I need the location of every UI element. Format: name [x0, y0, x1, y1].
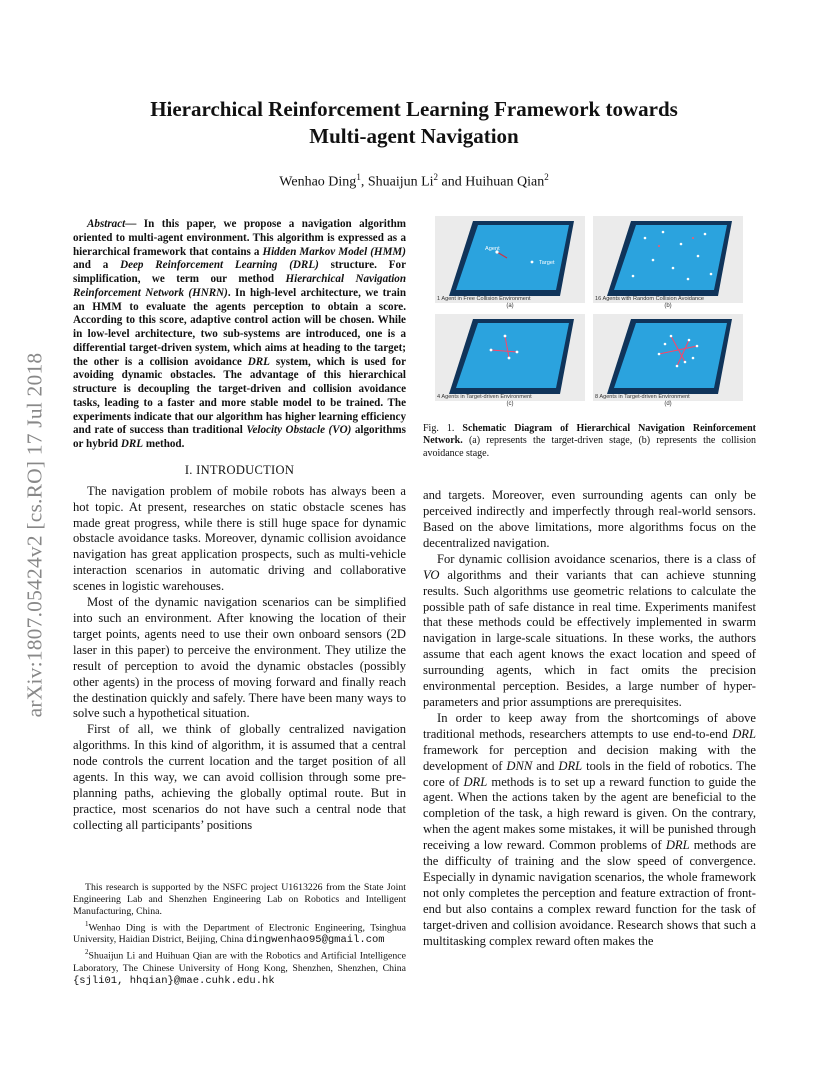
simulation-arena-b: [593, 216, 743, 303]
abstract-text-2: and a: [73, 259, 121, 272]
abstract-term-drl: Deep Reinforcement Learning (DRL): [120, 259, 319, 272]
section-heading-introduction: I. INTRODUCTION: [184, 462, 295, 477]
figure-1-caption: [423, 423, 756, 460]
panel-d-letter: (d): [664, 401, 672, 407]
abstract-text-5: system, which is used for avoiding dynamic obstacles. The advantage of this hierarchical structure is decoupling the target-driven and collision avoidance tasks, leading to a faster and more stable model to be trained. The experiments indicate that our algorithm has higher learning efficiency and rate of success than traditional: [73, 355, 406, 437]
paper-title: [0, 96, 828, 150]
author-separator: ,: [360, 174, 368, 190]
abstract-term-drl-3: DRL: [120, 438, 144, 450]
intro-paragraph-2: Most of the dynamic navigation scenarios can be simplified into such an environment. After knowing the location of their target points, agents need to use their own onboard sensors (2D laser in this paper) to perceive the environment. They utilize the result of perception to avoid the dynamic obstacles (possibly other agents) in the process of moving forward and finally reach the destination quickly and safely. There have been many ways to solve such a hypothetical situation.: [73, 595, 406, 721]
intro-paragraph-3: First of all, we think of globally centralized navigation algorithms. In this kind of algorithm, it is assumed that a central node controls the current location and the target position of all agents. In this way, we can avoid collision through some pre-planning paths, achieving the globally optimal route. But in practice, most scenarios do not have such a central node that collecting all participants’ positions: [73, 722, 406, 832]
abstract-term-hnrn: Hierarchical Navigation Reinforcement Network (HNRN): [73, 273, 407, 299]
right-paragraph-1: and targets. Moreover, even surrounding agents can only be perceived indirectly and imperfectly through real-world sensors. Based on the above limitations, more algorithms focus on the decentralized navigation.: [423, 488, 756, 550]
right-paragraph-2: [423, 552, 756, 711]
abstract-label: Abstract: [87, 218, 126, 230]
footnote-1: [73, 918, 406, 946]
abstract-term-drl-2: DRL: [247, 355, 270, 368]
footnote-2-email: {sjli01, hhqian}@mae.cuhk.edu.hk: [73, 974, 275, 987]
panel-a-letter: (a): [506, 303, 514, 309]
left-column: [73, 218, 406, 834]
panel-d-caption: 8 Agents in Target-driven Environment: [595, 394, 690, 400]
simulation-arena-a: [435, 216, 585, 303]
abstract-term-vo: Velocity Obstacle (VO): [246, 424, 352, 437]
abstract-text-7: method.: [143, 438, 185, 450]
right-p3-term-drl: DRL: [732, 726, 756, 741]
right-p3-text-4: tools in the field of robotics. The core of: [423, 758, 756, 789]
caption-prefix: Fig. 1.: [423, 423, 463, 434]
panel-b-letter: (b): [664, 303, 672, 309]
right-column: [423, 214, 756, 950]
arxiv-id-text: arXiv:1807.05424v2 [cs.RO] 17 Jul 2018: [22, 352, 47, 718]
right-p2-term-vo: VO: [423, 567, 440, 582]
panel-c-letter: (c): [506, 401, 514, 407]
footnote-2-text: Shuaijun Li and Huihuan Qian are with the Robotics and Artificial Intelligence Laboratory, The Chinese University of Hong Kong, Shenzhen, Shenzhen, China: [73, 950, 406, 974]
right-p3-text-3: and: [532, 758, 559, 773]
title-line-2: Multi-agent Navigation: [309, 124, 519, 148]
abstract: [73, 218, 406, 452]
figure-spacer: [423, 460, 756, 488]
abstract-text-4: . In high-level architecture, we train an HMM to evaluate the agents perception to obtain a score. According to this score, adaptive control action will be chosen. While in low-level architecture, two sub-systems are introduced, one is a differential target-driven system, which aims at heading to the target; the other is a collision avoidance: [73, 286, 406, 368]
right-p3-text-2: framework for perception and decision making with the development of: [423, 742, 756, 773]
panel-c-caption: 4 Agents in Target-driven Environment: [437, 394, 532, 400]
panel-b-caption: 16 Agents with Random Collision Avoidance: [595, 296, 705, 302]
right-p2-text-2: algorithms and their variants that can achieve stunning results. Such algorithms use geometric relations to calculate the possible path of safe distance in real time. Experiments manifest that these methods could be effectively implemented in swarm navigation in large-scale situations. In these works, the authors assume that each agent knows the exact location and speed of surrounding agents, which in fact omits the precision environmental perception. Besides, a large number of hyper-parameters and prior assumptions are prerequisites.: [423, 567, 756, 709]
footnotes: [73, 882, 406, 987]
right-paragraph-3: [423, 711, 756, 950]
author-3-affiliation: 2: [544, 172, 549, 182]
author-1-affiliation: 1: [356, 172, 361, 182]
abstract-text-1: In this paper, we propose a navigation algorithm oriented to multi-agent environment. This algorithm is expressed as a hierarchical framework that contains a: [73, 218, 406, 258]
footnote-1-email: dingwenhao95@gmail.com: [245, 934, 385, 947]
footnote-1-marker: 1: [85, 920, 89, 928]
author-and: and: [438, 174, 466, 190]
right-p3-term-drl-3: DRL: [463, 774, 488, 789]
right-p3-text-1: In order to keep away from the shortcomings of above traditional methods, researchers attempts to use end-to-end: [423, 710, 756, 741]
author-list: [0, 172, 828, 191]
figure-panel-b: [593, 216, 743, 303]
panel-a-caption: 1 Agent in Free Collision Environment: [437, 296, 531, 302]
footnote-1-text: Wenhao Ding is with the Department of Electronic Engineering, Tsinghua University, Haidian District, Beijing, China: [73, 922, 406, 946]
simulation-arena-c: [435, 314, 585, 401]
right-p3-text-5: methods is to set up a reward function to guide the agent. When the actions taken by the agent are beneficial to the completion of the task, a high reward is given. On the contrary, when the agent makes some mistakes, it will be punished through receiving a low reward. Common problems of: [423, 774, 756, 853]
author-2-affiliation: 2: [433, 172, 439, 182]
footnote-2-marker: 2: [85, 948, 89, 957]
figure-panel-d: [593, 314, 743, 401]
abstract-term-hmm: Hidden Markov Model (HMM): [262, 245, 406, 258]
footnote-2: [73, 946, 406, 986]
abstract-text-6: algorithms or hybrid: [73, 424, 406, 450]
author-2: Shuaijun Li: [367, 174, 434, 190]
abstract-text-3: structure. For simplification, we term our method: [73, 259, 407, 285]
figure-panel-c: [435, 314, 585, 401]
arxiv-identifier-stamp: [22, 300, 48, 770]
abstract-dash: —: [125, 218, 144, 230]
intro-paragraph-1: The navigation problem of mobile robots has always been a hot topic. At present, researches on static obstacle scenes has made great progress, while there is still huge space for dynamic obstacle avoidance tasks. Moreover, dynamic collision avoidance navigation has great application prospects, such as multi-vehicle interaction scenarios in automatic driving and collaborative scenes in logistic warehouses.: [73, 483, 406, 594]
title-line-1: Hierarchical Reinforcement Learning Framework towards: [150, 97, 678, 121]
caption-bold-title: Schematic Diagram of Hierarchical Navigation Reinforcement Network.: [423, 423, 756, 447]
author-3: Huihuan Qian: [465, 174, 545, 190]
figure-panel-a: [435, 216, 585, 303]
caption-description: (a) represents the target-driven stage, (b) represents the collision avoidance stage.: [423, 435, 756, 459]
agent-marker-label: Agent: [485, 246, 500, 252]
figure-1: [423, 214, 756, 414]
right-p2-text-1: For dynamic collision avoidance scenarios, there is a class of: [437, 551, 756, 566]
right-p3-term-drl-4: DRL: [665, 838, 690, 853]
author-1: Wenhao Ding: [279, 174, 357, 190]
footnote-funding: This research is supported by the NSFC project U1613226 from the State Joint Engineering Lab and Shenzhen Engineering Lab on Robotics and Intelligent Manufacturing, China.: [73, 882, 406, 917]
simulation-arena-d: [593, 314, 743, 401]
right-p3-text-6: methods are the difficulty of training and the slow speed of convergence. Especially in dynamic navigation scenarios, the whole framework not only completes the perception and feature extraction of front-end but also contains a complex reward function for the task of target-driven and collision avoidance. Research shows that such a multitasking complex reward often makes the: [423, 838, 756, 948]
right-p3-term-drl-2: DRL: [558, 758, 583, 773]
right-p3-term-dnn: DNN: [506, 758, 533, 773]
target-marker-label: Target: [539, 260, 555, 266]
